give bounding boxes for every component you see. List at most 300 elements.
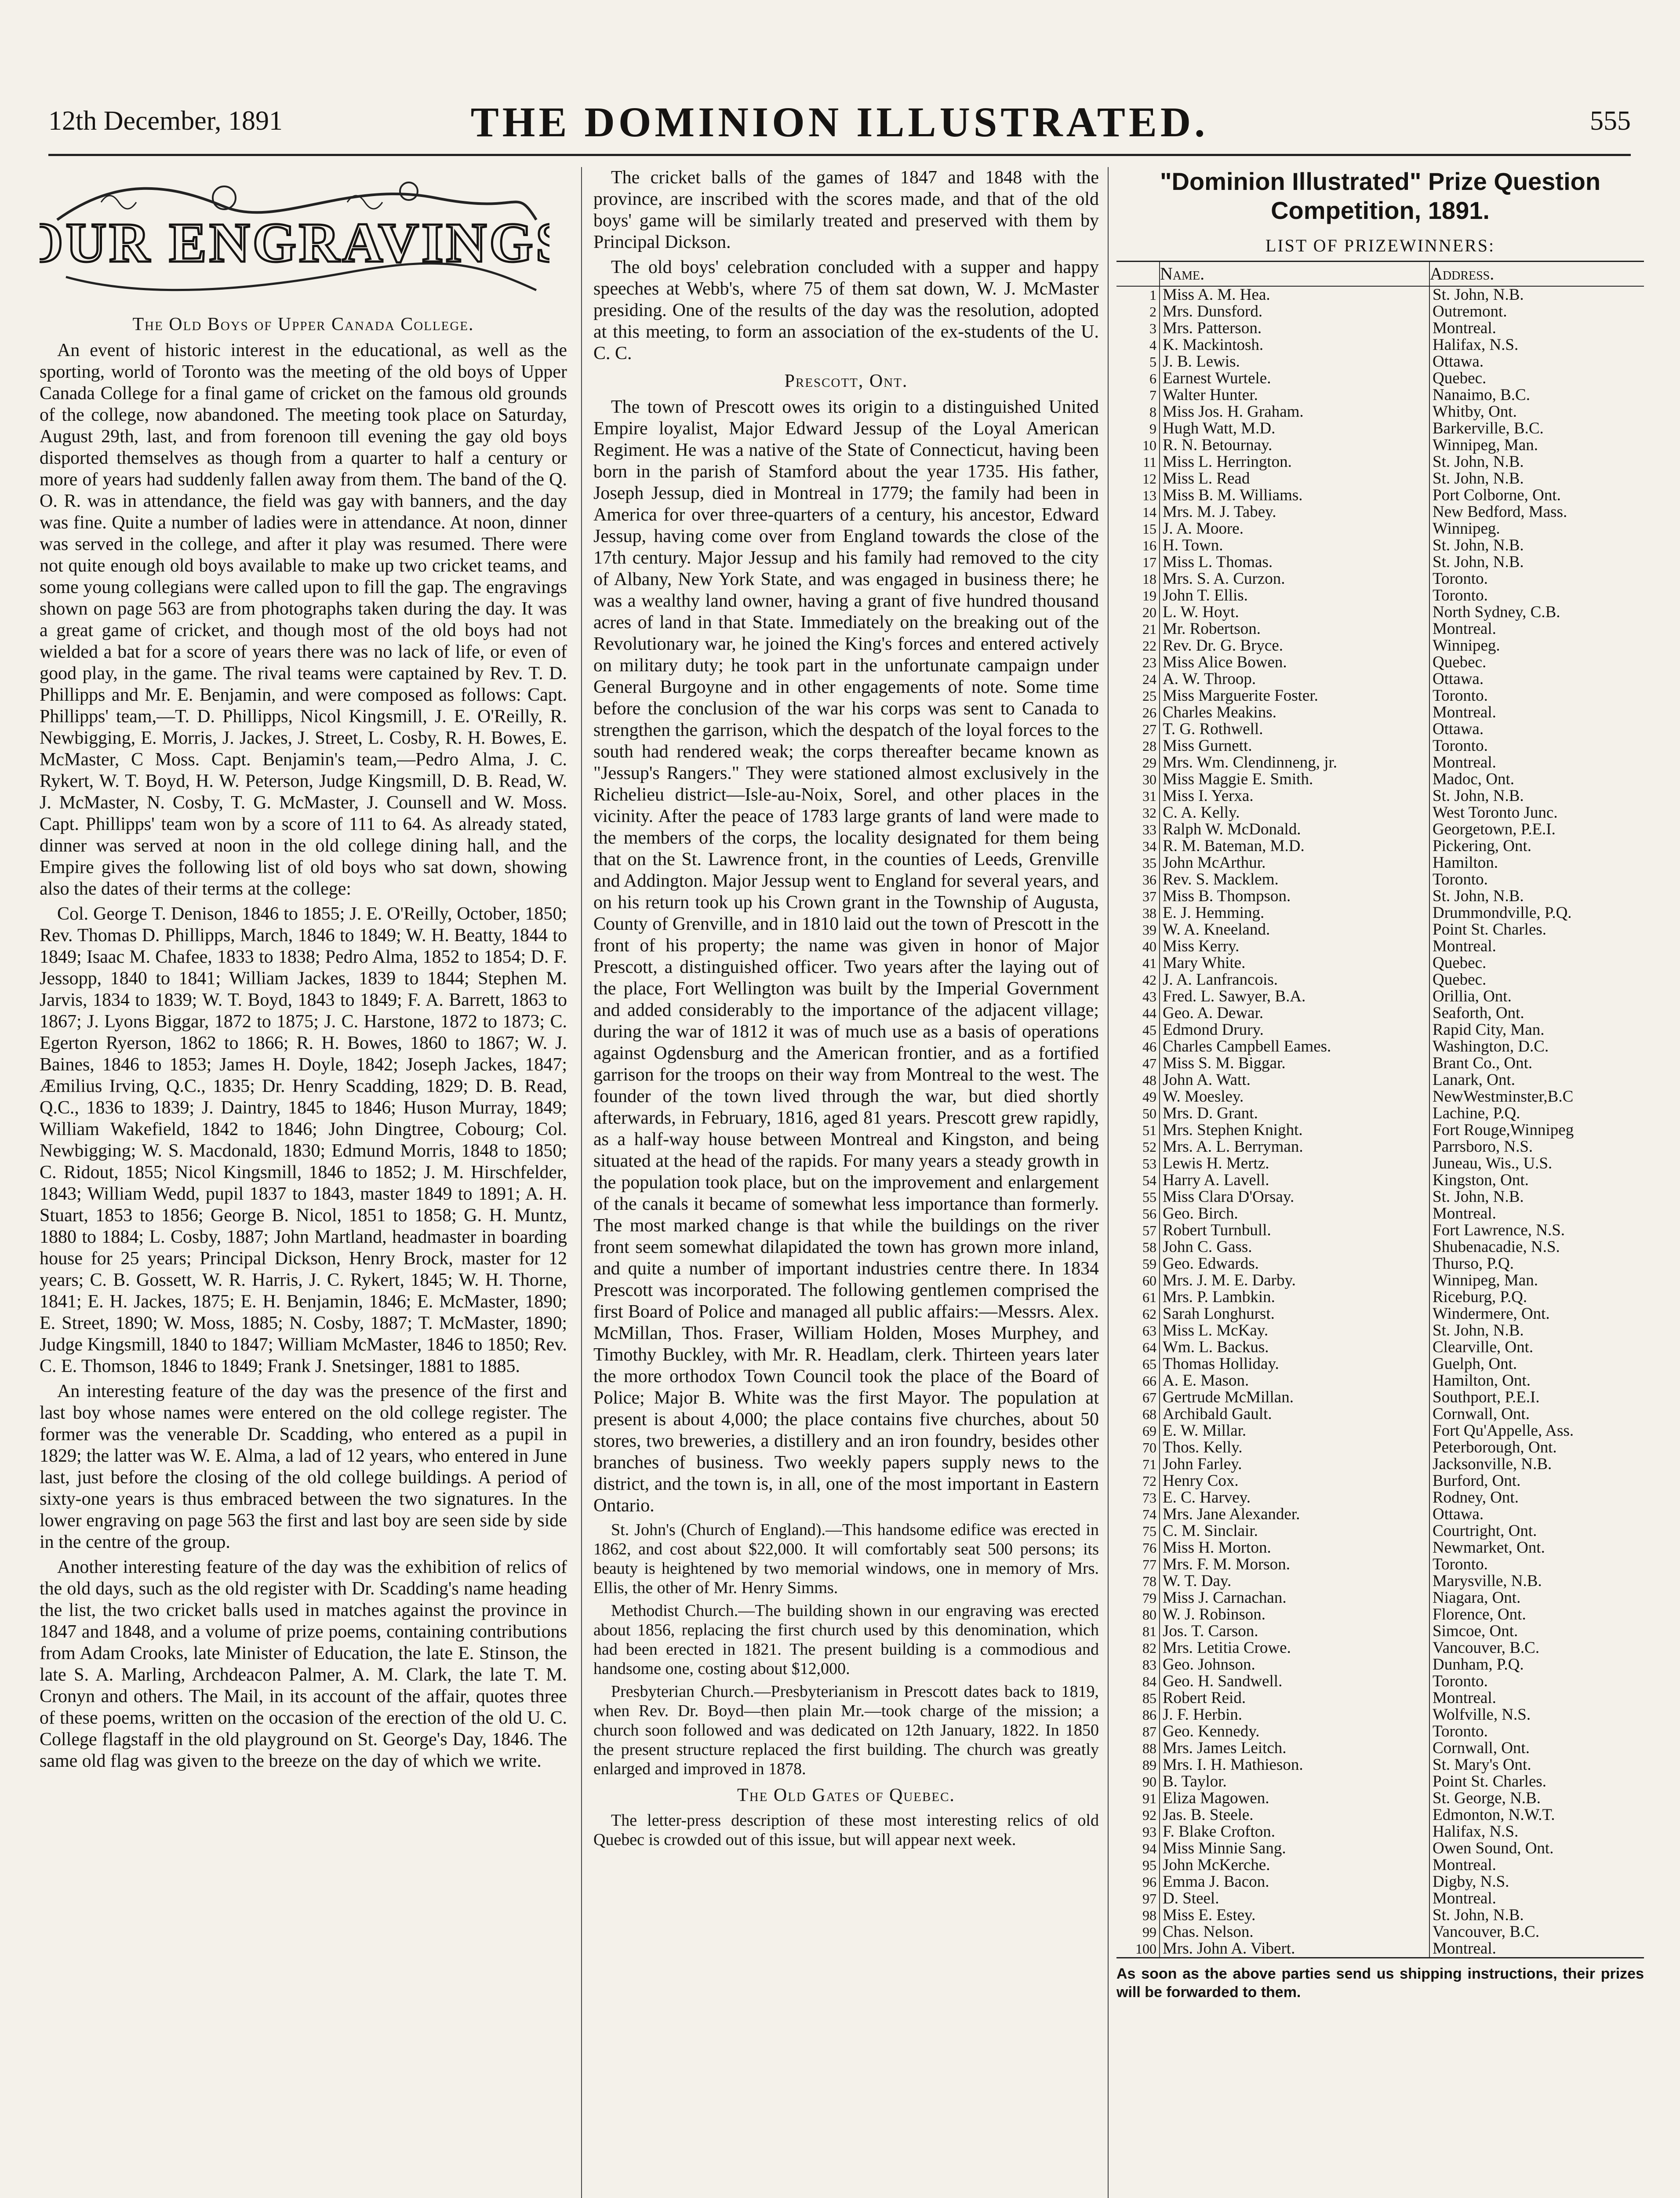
rank-cell: 56 — [1116, 1205, 1160, 1222]
rank-cell: 39 — [1116, 921, 1160, 938]
rank-cell: 19 — [1116, 587, 1160, 604]
table-row — [1116, 537, 1644, 554]
table-row — [1116, 1623, 1644, 1640]
address-cell: Montreal. — [1429, 1940, 1644, 1958]
address-cell: Hamilton, Ont. — [1433, 1372, 1531, 1390]
name-cell: Gertrude McMillan. — [1160, 1389, 1429, 1406]
rank-cell: 96 — [1116, 1874, 1160, 1890]
rank-cell: 73 — [1116, 1489, 1160, 1506]
name-cell: Archibald Gault. — [1160, 1406, 1429, 1423]
address-cell: Niagara, Ont. — [1433, 1589, 1521, 1607]
address-cell: Winnipeg. — [1433, 637, 1500, 655]
address-cell: St. John, N.B. — [1433, 1906, 1524, 1924]
rank-cell: 63 — [1116, 1322, 1160, 1339]
rank-cell: 50 — [1116, 1105, 1160, 1122]
rank-cell: 77 — [1116, 1556, 1160, 1573]
rank-cell: 53 — [1116, 1155, 1160, 1172]
table-row — [1116, 1155, 1644, 1172]
table-row — [1116, 921, 1644, 938]
name-cell: Geo. A. Dewar. — [1160, 1005, 1429, 1022]
rank-cell: 18 — [1116, 571, 1160, 587]
address-cell: Outremont. — [1433, 302, 1507, 320]
address-cell: Fort Qu'Appelle, Ass. — [1433, 1422, 1574, 1440]
address-cell: Point St. Charles. — [1433, 921, 1547, 939]
address-cell: St. Mary's Ont. — [1433, 1756, 1531, 1774]
table-row — [1116, 504, 1644, 520]
name-cell: T. G. Rothwell. — [1160, 721, 1429, 738]
rank-cell: 75 — [1116, 1523, 1160, 1539]
table-row — [1116, 788, 1644, 804]
name-cell: John McArthur. — [1160, 855, 1429, 871]
address-cell: Barkerville, B.C. — [1433, 419, 1544, 437]
rank-cell: 98 — [1116, 1907, 1160, 1924]
address-cell: Montreal. — [1433, 319, 1496, 337]
address-cell: Halifax, N.S. — [1433, 336, 1519, 354]
table-row — [1116, 671, 1644, 688]
rank-cell: 16 — [1116, 537, 1160, 554]
address-cell: Point St. Charles. — [1433, 1772, 1547, 1790]
rank-cell: 36 — [1116, 871, 1160, 888]
address-cell: Winnipeg, Man. — [1433, 436, 1538, 454]
table-row — [1116, 520, 1644, 537]
rank-cell: 1 — [1116, 286, 1160, 303]
name-cell: W. Moesley. — [1160, 1088, 1429, 1105]
address-cell: Ottawa. — [1433, 720, 1484, 738]
paragraph: An event of historic interest in the educational, as well as the sporting, world of Toronto was the meeting of the old boys of Upper Canada College for a final game of cricket on the famous old grounds of the college, now abandoned. The meeting took place on Saturday, August 29th, last, and from forenoon till evening the gay old boys disported themselves as though from a quarter to half a century or more of years had suddenly fallen away from them. The band of the Q. O. R. was in attendance, the field was gay with banners, and the day was fine. Quite a number of ladies were in attendance. At noon, dinner was served in the college, and after it play was resumed. There were not quite enough old boys available to make up two cricket teams, and some young collegians were called upon to fill the gap. The engravings shown on page 563 are from photographs taken during the day. It was a great game of cricket, and though most of the old boys had not wielded a bat for a score of years there was no lack of life, or even of good play, in the game. The rival teams were captained by Rev. T. D. Phillipps and Mr. E. Benjamin, and were composed as follows: Capt. Phillipps' team,—T. D. Phillipps, Nicol Kingsmill, J. E. O'Reilly, R. Newbigging, E. Morris, J. Jackes, J. Street, L. Cosby, R. H. Bowes, E. McMaster, C Moss. Capt. Benjamin's team,—Pedro Alma, J. C. Rykert, W. T. Boyd, H. W. Peterson, Judge Kingsmill, D. B. Read, W. J. McMaster, N. Cosby, T. G. McMaster, J. Counsell and W. Moss. Capt. Phillipps' team won by a score of 111 to 64. As already stated, dinner was served at noon in the old college dining hall, and the Empire gives the following list of old boys who sat down, showing also the dates of their terms at the college: — [40, 340, 567, 899]
rank-cell: 87 — [1116, 1723, 1160, 1740]
column-prescott — [593, 167, 1099, 1853]
name-cell: Mary White. — [1160, 955, 1429, 972]
name-cell: Mrs. Dunsford. — [1160, 303, 1429, 320]
rank-cell: 60 — [1116, 1272, 1160, 1289]
address-cell: Montreal. — [1433, 1205, 1496, 1223]
address-cell: Winnipeg. — [1433, 520, 1500, 538]
table-row — [1116, 1606, 1644, 1623]
name-cell: Miss Marguerite Foster. — [1160, 688, 1429, 704]
address-cell: Windermere, Ont. — [1433, 1305, 1550, 1323]
name-cell: Henry Cox. — [1160, 1473, 1429, 1489]
table-row — [1116, 1790, 1644, 1807]
table-row — [1116, 1489, 1644, 1506]
name-cell: Eliza Magowen. — [1160, 1790, 1429, 1807]
rank-cell: 52 — [1116, 1139, 1160, 1155]
address-cell: Whitby, Ont. — [1433, 403, 1517, 421]
rank-cell: 28 — [1116, 738, 1160, 754]
table-row — [1116, 1840, 1644, 1857]
rank-cell: 81 — [1116, 1623, 1160, 1640]
table-row — [1116, 1656, 1644, 1673]
name-cell: Mrs. A. L. Berryman. — [1160, 1139, 1429, 1155]
name-cell: Miss Maggie E. Smith. — [1160, 771, 1429, 788]
name-cell: J. F. Herbin. — [1160, 1707, 1429, 1723]
address-cell: Seaforth, Ont. — [1433, 1004, 1524, 1022]
rank-cell: 37 — [1116, 888, 1160, 905]
rank-cell: 7 — [1116, 387, 1160, 404]
table-row — [1116, 704, 1644, 721]
prizewinners-table — [1116, 261, 1644, 1958]
address-cell: Georgetown, P.E.I. — [1433, 820, 1556, 838]
table-row — [1116, 1556, 1644, 1573]
column-prizewinners — [1116, 167, 1644, 2001]
name-cell: Miss B. Thompson. — [1160, 888, 1429, 905]
table-row — [1116, 1640, 1644, 1656]
address-cell: Quebec. — [1433, 369, 1487, 387]
name-cell: Miss E. Estey. — [1160, 1907, 1429, 1924]
name-cell: Charles Meakins. — [1160, 704, 1429, 721]
name-cell: Thos. Kelly. — [1160, 1439, 1429, 1456]
address-cell: Vancouver, B.C. — [1433, 1639, 1540, 1657]
table-row — [1116, 1874, 1644, 1890]
table-row — [1116, 637, 1644, 654]
rank-cell: 91 — [1116, 1790, 1160, 1807]
table-row — [1116, 286, 1644, 303]
rank-cell: 6 — [1116, 370, 1160, 387]
address-cell: Marysville, N.B. — [1433, 1572, 1542, 1590]
table-row — [1116, 955, 1644, 972]
rank-cell: 46 — [1116, 1038, 1160, 1055]
name-cell: Rev. S. Macklem. — [1160, 871, 1429, 888]
rank-cell: 24 — [1116, 671, 1160, 688]
name-cell: Miss Clara D'Orsay. — [1160, 1189, 1429, 1205]
shipping-note: As soon as the above parties send us shipping instructions, their prizes will be forwarded to them. — [1116, 1965, 1644, 2001]
rank-cell: 42 — [1116, 972, 1160, 988]
table-row — [1116, 303, 1644, 320]
address-cell: Wolfville, N.S. — [1433, 1706, 1531, 1724]
table-row — [1116, 754, 1644, 771]
rank-cell: 4 — [1116, 337, 1160, 353]
address-cell: St. John, N.B. — [1433, 887, 1524, 905]
table-row — [1116, 1940, 1644, 1958]
address-cell: Clearville, Ont. — [1433, 1338, 1534, 1356]
address-cell: Fort Rouge,Winnipeg — [1433, 1121, 1574, 1139]
table-row — [1116, 587, 1644, 604]
name-cell: Mrs. James Leitch. — [1160, 1740, 1429, 1757]
rank-cell: 35 — [1116, 855, 1160, 871]
address-cell: Simcoe, Ont. — [1433, 1622, 1518, 1640]
address-cell: St. John, N.B. — [1433, 286, 1524, 304]
address-cell: Rapid City, Man. — [1433, 1021, 1545, 1039]
address-cell: Owen Sound, Ont. — [1433, 1839, 1554, 1857]
rank-cell: 72 — [1116, 1473, 1160, 1489]
name-cell: R. N. Betournay. — [1160, 437, 1429, 454]
name-cell: F. Blake Crofton. — [1160, 1823, 1429, 1840]
rank-cell: 71 — [1116, 1456, 1160, 1473]
address-cell: Montreal. — [1433, 937, 1496, 955]
address-cell: Jacksonville, N.B. — [1433, 1455, 1552, 1473]
address-cell: Toronto. — [1433, 870, 1488, 888]
address-cell: Montreal. — [1433, 1689, 1496, 1707]
rank-cell: 76 — [1116, 1539, 1160, 1556]
prizewinners-rows — [1116, 286, 1644, 1958]
rank-cell: 58 — [1116, 1239, 1160, 1255]
address-cell: Newmarket, Ont. — [1433, 1539, 1545, 1557]
table-row — [1116, 487, 1644, 504]
rank-cell: 48 — [1116, 1072, 1160, 1088]
name-cell: Jos. T. Carson. — [1160, 1623, 1429, 1640]
rank-cell: 86 — [1116, 1707, 1160, 1723]
rank-cell: 90 — [1116, 1773, 1160, 1790]
name-cell: Rev. Dr. G. Bryce. — [1160, 637, 1429, 654]
table-row — [1116, 370, 1644, 387]
rank-cell: 20 — [1116, 604, 1160, 621]
rank-cell: 67 — [1116, 1389, 1160, 1406]
rank-cell: 17 — [1116, 554, 1160, 571]
rank-cell: 55 — [1116, 1189, 1160, 1205]
name-cell: Chas. Nelson. — [1160, 1924, 1429, 1940]
name-cell: John McKerche. — [1160, 1857, 1429, 1874]
table-row — [1116, 1088, 1644, 1105]
paragraph: Col. George T. Denison, 1846 to 1855; J. E. O'Reilly, October, 1850; Rev. Thomas D. Phillipps, March, 1846 to 1849; W. H. Beatty, 1844 to 1849; Isaac M. Chafee, 1833 to 1838; Pedro Alma, 1852 to 1854; D. F. Jessopp, 1840 to 1841; William Jackes, 1839 to 1844; Stephen M. Jarvis, 1834 to 1839; W. T. Boyd, 1843 to 1849; F. A. Barrett, 1863 to 1867; J. Lyons Biggar, 1872 to 1875; J. C. Harstone, 1872 to 1873; C. Egerton Ryerson, 1862 to 1866; R. H. Bowes, 1860 to 1867; W. J. Baines, 1846 to 1853; James H. Doyle, 1842; Joseph Jackes, 1847; Æmilius Irving, Q.C., 1835; Dr. Henry Scadding, 1829; D. B. Read, Q.C., 1836 to 1839; J. Daintry, 1845 to 1846; Huson Murray, 1849; William Wakefield, 1842 to 1846; John Dingtree, Cobourg; Col. Newbigging; W. S. Macdonald, 1830; Edmund Morris, 1848 to 1850; C. Ridout, 1855; Nicol Kingsmill, 1846 to 1852; J. M. Hirschfelder, 1843; William Wedd, pupil 1837 to 1843, master 1849 to 1891; A. H. Stuart, 1853 to 1856; George B. Nicol, 1851 to 1858; G. H. Muntz, 1880 to 1884; L. Cosby, 1887; John Martland, headmaster in boarding house for 25 years; Principal Dickson, Henry Brock, master for 12 years; C. B. Gossett, W. R. Harris, J. C. Rykert, 1845; W. H. Thorne, 1841; E. H. Jackes, 1875; E. H. Benjamin, 1846; E. McMaster, 1890; E. Street, 1890; W. Moss, 1885; N. Cosby, 1887; T. McMaster, 1890; Judge Kingsmill, 1840 to 1847; William McMaster, 1846 to 1850; Rev. C. E. Thomson, 1846 to 1849; Frank J. Snetsinger, 1881 to 1885. — [40, 904, 567, 1376]
table-header-name: Name. — [1160, 262, 1429, 287]
address-cell: Washington, D.C. — [1433, 1037, 1549, 1055]
rank-cell: 59 — [1116, 1255, 1160, 1272]
list-subtitle: LIST OF PRIZEWINNERS: — [1265, 236, 1495, 255]
table-row — [1116, 437, 1644, 454]
address-cell: Rodney, Ont. — [1433, 1488, 1519, 1507]
rank-cell: 40 — [1116, 938, 1160, 955]
name-cell: Miss L. McKay. — [1160, 1322, 1429, 1339]
address-cell: Toronto. — [1433, 586, 1488, 604]
name-cell: Miss Kerry. — [1160, 938, 1429, 955]
rank-cell: 88 — [1116, 1740, 1160, 1757]
section-heading: The Old Gates of Quebec. — [737, 1785, 955, 1805]
name-cell: John Farley. — [1160, 1456, 1429, 1473]
name-cell: Mrs. J. M. E. Darby. — [1160, 1272, 1429, 1289]
address-cell: Ottawa. — [1433, 1505, 1484, 1523]
table-row — [1116, 1757, 1644, 1773]
rank-cell: 15 — [1116, 520, 1160, 537]
paragraph: The cricket balls of the games of 1847 and 1848 with the province, are inscribed with the scores made, and that of the old boys' game will be similarly treated and preserved with them by Principal Dickson. — [593, 167, 1099, 252]
page-number: 555 — [1590, 106, 1631, 136]
name-cell: Miss H. Morton. — [1160, 1539, 1429, 1556]
address-cell: Shubenacadie, N.S. — [1433, 1238, 1560, 1256]
rank-cell: 12 — [1116, 470, 1160, 487]
name-cell: Mrs. P. Lambkin. — [1160, 1289, 1429, 1306]
table-row — [1116, 1406, 1644, 1423]
rank-cell: 100 — [1116, 1940, 1160, 1958]
table-row — [1116, 1139, 1644, 1155]
rank-cell: 9 — [1116, 420, 1160, 437]
table-row — [1116, 1105, 1644, 1122]
address-cell: Toronto. — [1433, 1672, 1488, 1690]
address-cell: NewWestminster,B.C — [1433, 1088, 1574, 1106]
column-divider — [1108, 167, 1109, 2198]
address-cell: St. John, N.B. — [1433, 453, 1524, 471]
address-cell: Brant Co., Ont. — [1433, 1054, 1533, 1072]
rank-cell: 27 — [1116, 721, 1160, 738]
address-cell: Thurso, P.Q. — [1433, 1255, 1514, 1273]
rank-cell: 33 — [1116, 821, 1160, 838]
address-cell: Pickering, Ont. — [1433, 837, 1532, 855]
name-cell: E. W. Millar. — [1160, 1423, 1429, 1439]
rank-cell: 89 — [1116, 1757, 1160, 1773]
competition-title: "Dominion Illustrated" Prize Question Competition, 1891. — [1160, 167, 1601, 224]
table-row — [1116, 1707, 1644, 1723]
table-row — [1116, 1924, 1644, 1940]
address-cell: Montreal. — [1433, 1889, 1496, 1907]
address-cell: Ottawa. — [1433, 670, 1484, 688]
rank-cell: 84 — [1116, 1673, 1160, 1690]
paragraph: The town of Prescott owes its origin to a distinguished United Empire loyalist, Major Edward Jessup of the Loyal American Regiment. He was a native of the State of Connecticut, having been born in the parish of Stamford about the year 1735. His father, Joseph Jessup, died in Montreal in 1779; the family had been in America for over three-quarters of a century, his ancestor, Edward Jessup, having come over from England towards the close of the 17th century. Major Jessup and his family had removed to the city of Albany, New York State, and was engaged in business there; he was a wealthy land owner, having a grant of five hundred thousand acres of land in that State. Immediately on the breaking out of the Revolutionary war, he joined the King's forces and entered actively on military duty; he took part in the unfortunate campaign under General Burgoyne and in other engagements of note. Some time before the conclusion of the war his corps was sent to Canada to strengthen the garrison, which the despatch of the loyal forces to the south had rendered weak; the corps thereafter became known as "Jessup's Rangers." They were stationed almost exclusively in the Richelieu district—Isle-au-Noix, Sorel, and other places in the vicinity. After the peace of 1783 large grants of land were made to the members of the corps, the locality designated for them being that on the St. Lawrence front, in the counties of Leeds, Grenville and Addington. Major Jessup went to England for several years, and on his return took up his Crown grant in the Township of Augusta, County of Grenville, and in 1810 laid out the town of Prescott in the front of his property; the name was given in honor of Major Prescott, a distinguished officer. Two years after the laying out of the place, Fort Wellington was built by the Imperial Government and added considerably to the importance of the adjacent village; during the war of 1812 it was of much use as a basis of operations against Ogdensburg and the American frontier, and as a fortified garrison for the troops on their way from Montreal to the west. The founder of the town lived through the war, but died shortly afterwards, in February, 1816, aged 81 years. Prescott grew rapidly, as a half-way house between Montreal and Kingston, and being situated at the head of the rapids. For many years a steady growth in the population took place, but on the improvement and enlargement of the canals it became of somewhat less importance than formerly. The most marked change is that while the buildings on the river front seem somewhat dilapidated the town has grown more inland, and quite a number of important industries centre there. In 1834 Prescott was incorporated. The following gentlemen comprised the first Board of Police and managed all public affairs:—Messrs. Alex. McMillan, Thos. Fraser, William Holden, Moses Murphey, and Timothy Buckley, with Mr. R. Headlam, clerk. Thirteen years later the more orthodox Town Council took the place of the Board of Police; Major B. White was the first Mayor. The population at present is about 4,000; the place contains five churches, about 50 stores, two breweries, a distillery and an iron foundry, besides other branches of business. Two weekly papers supply news to the district, and the town is, in all, one of the most important in Eastern Ontario. — [593, 397, 1099, 1516]
paragraph: The letter-press description of these most interesting relics of old Quebec is crowded out of this issue, but will appear next week. — [593, 1811, 1099, 1849]
table-row — [1116, 1539, 1644, 1556]
name-cell: J. A. Moore. — [1160, 520, 1429, 537]
address-cell: Toronto. — [1433, 687, 1488, 705]
rank-cell: 92 — [1116, 1807, 1160, 1823]
name-cell: Miss B. M. Williams. — [1160, 487, 1429, 504]
rank-cell: 41 — [1116, 955, 1160, 972]
address-cell: Quebec. — [1433, 954, 1487, 972]
name-cell: Edmond Drury. — [1160, 1022, 1429, 1038]
rank-cell: 93 — [1116, 1823, 1160, 1840]
rank-cell: 61 — [1116, 1289, 1160, 1306]
name-cell: A. E. Mason. — [1160, 1372, 1429, 1389]
name-cell: Miss L. Thomas. — [1160, 554, 1429, 571]
name-cell: Ralph W. McDonald. — [1160, 821, 1429, 838]
name-cell: Geo. H. Sandwell. — [1160, 1673, 1429, 1690]
address-cell: Florence, Ont. — [1433, 1605, 1526, 1623]
rank-cell: 49 — [1116, 1088, 1160, 1105]
name-cell: Geo. Kennedy. — [1160, 1723, 1429, 1740]
table-row — [1116, 1690, 1644, 1707]
name-cell: Miss L. Read — [1160, 470, 1429, 487]
address-cell: St. John, N.B. — [1433, 536, 1524, 554]
column-divider — [581, 167, 582, 2198]
name-cell: W. A. Kneeland. — [1160, 921, 1429, 938]
table-row — [1116, 721, 1644, 738]
table-row — [1116, 938, 1644, 955]
name-cell: Robert Turnbull. — [1160, 1222, 1429, 1239]
table-row — [1116, 604, 1644, 621]
paragraph: The old boys' celebration concluded with a supper and happy speeches at Webb's, where 75 of them sat down, W. J. McMaster presiding. One of the results of the day was the resolution, adopted at this meeting, to form an association of the ex-students of the U. C. C. — [593, 257, 1099, 364]
address-cell: Toronto. — [1433, 1555, 1488, 1573]
paragraph: Methodist Church.—The building shown in our engraving was erected about 1856, replacing the first church used by this denomination, which had been erected in 1821. The present building is a commodious and handsome one, costing about $12,000. — [593, 1601, 1099, 1678]
address-cell: St. John, N.B. — [1433, 787, 1524, 805]
address-cell: Nanaimo, B.C. — [1433, 386, 1530, 404]
rank-cell: 47 — [1116, 1055, 1160, 1072]
name-cell: Mrs. I. H. Mathieson. — [1160, 1757, 1429, 1773]
paragraph: Another interesting feature of the day was the exhibition of relics of the old days, such as the old register with Dr. Scadding's name heading the list, the two cricket balls used in matches against the province in 1847 and 1848, and a volume of prize poems, containing contributions from Adam Crooks, late Minister of Education, the late E. Stinson, the late S. A. Marling, Archdeacon Palmer, A. M. Clark, the late T. M. Cronyn and others. The Mail, in its account of the affair, quotes three of these poems, written on the occasion of the erection of the old U. C. College flagstaff in the old playground on St. George's Day, 1846. The same old flag was given to the breeze on the day of which we write. — [40, 1557, 567, 1771]
rank-cell: 38 — [1116, 905, 1160, 921]
table-row — [1116, 821, 1644, 838]
table-row — [1116, 1523, 1644, 1539]
rank-cell: 22 — [1116, 637, 1160, 654]
address-cell: West Toronto Junc. — [1433, 804, 1558, 822]
address-cell: Orillia, Ont. — [1433, 987, 1512, 1005]
name-cell: E. C. Harvey. — [1160, 1489, 1429, 1506]
address-cell: Toronto. — [1433, 1722, 1488, 1740]
table-row — [1116, 337, 1644, 353]
rank-cell: 83 — [1116, 1656, 1160, 1673]
name-cell: Mrs. M. J. Tabey. — [1160, 504, 1429, 520]
table-row — [1116, 1590, 1644, 1606]
table-row — [1116, 1773, 1644, 1790]
page-header — [48, 92, 1631, 149]
name-cell: Miss L. Herrington. — [1160, 454, 1429, 470]
rank-cell: 2 — [1116, 303, 1160, 320]
table-row — [1116, 1339, 1644, 1356]
address-cell: Madoc, Ont. — [1433, 770, 1514, 788]
rank-cell: 26 — [1116, 704, 1160, 721]
table-row — [1116, 470, 1644, 487]
table-row — [1116, 1907, 1644, 1924]
name-cell: Miss Alice Bowen. — [1160, 654, 1429, 671]
table-row — [1116, 404, 1644, 420]
table-row — [1116, 1740, 1644, 1757]
table-row — [1116, 738, 1644, 754]
name-cell: J. A. Lanfrancois. — [1160, 972, 1429, 988]
address-cell: Drummondville, P.Q. — [1433, 904, 1572, 922]
table-row — [1116, 1306, 1644, 1322]
name-cell: John T. Ellis. — [1160, 587, 1429, 604]
rank-cell: 23 — [1116, 654, 1160, 671]
table-row — [1116, 454, 1644, 470]
table-row — [1116, 554, 1644, 571]
table-row — [1116, 1255, 1644, 1272]
address-cell: Winnipeg, Man. — [1433, 1271, 1538, 1289]
address-cell: Kingston, Ont. — [1433, 1171, 1529, 1189]
address-cell: New Bedford, Mass. — [1433, 503, 1567, 521]
rank-cell: 31 — [1116, 788, 1160, 804]
table-row — [1116, 353, 1644, 370]
address-cell: Riceburg, P.Q. — [1433, 1288, 1527, 1306]
name-cell: J. B. Lewis. — [1160, 353, 1429, 370]
name-cell: Thomas Holliday. — [1160, 1356, 1429, 1372]
rank-cell: 57 — [1116, 1222, 1160, 1239]
name-cell: Harry A. Lavell. — [1160, 1172, 1429, 1189]
table-row — [1116, 1423, 1644, 1439]
address-cell: Edmonton, N.W.T. — [1433, 1806, 1555, 1824]
address-cell: St. John, N.B. — [1433, 1321, 1524, 1339]
rank-cell: 54 — [1116, 1172, 1160, 1189]
rank-cell: 10 — [1116, 437, 1160, 454]
rank-cell: 25 — [1116, 688, 1160, 704]
issue-date: 12th December, 1891 — [48, 106, 283, 136]
name-cell: Mrs. S. A. Curzon. — [1160, 571, 1429, 587]
name-cell: Fred. L. Sawyer, B.A. — [1160, 988, 1429, 1005]
name-cell: Wm. L. Backus. — [1160, 1339, 1429, 1356]
table-row — [1116, 1239, 1644, 1255]
name-cell: D. Steel. — [1160, 1890, 1429, 1907]
address-cell: St. John, N.B. — [1433, 553, 1524, 571]
table-row — [1116, 1456, 1644, 1473]
name-cell: Charles Campbell Eames. — [1160, 1038, 1429, 1055]
rank-cell: 97 — [1116, 1890, 1160, 1907]
rank-cell: 68 — [1116, 1406, 1160, 1423]
header-rule — [48, 154, 1631, 156]
name-cell: Miss J. Carnachan. — [1160, 1590, 1429, 1606]
address-cell: Fort Lawrence, N.S. — [1433, 1221, 1565, 1239]
name-cell: John A. Watt. — [1160, 1072, 1429, 1088]
table-row — [1116, 387, 1644, 404]
address-cell: Southport, P.E.I. — [1433, 1388, 1540, 1406]
name-cell: Mrs. D. Grant. — [1160, 1105, 1429, 1122]
table-row — [1116, 1372, 1644, 1389]
name-cell: Miss A. M. Hea. — [1160, 286, 1429, 303]
rank-cell: 45 — [1116, 1022, 1160, 1038]
table-row — [1116, 654, 1644, 671]
name-cell: R. M. Bateman, M.D. — [1160, 838, 1429, 855]
rank-cell: 11 — [1116, 454, 1160, 470]
rank-cell: 30 — [1116, 771, 1160, 788]
name-cell: Mrs. F. M. Morson. — [1160, 1556, 1429, 1573]
name-cell: Mrs. Patterson. — [1160, 320, 1429, 337]
name-cell: Mr. Robertson. — [1160, 621, 1429, 637]
rank-cell: 8 — [1116, 404, 1160, 420]
name-cell: E. J. Hemming. — [1160, 905, 1429, 921]
rank-cell: 69 — [1116, 1423, 1160, 1439]
name-cell: Sarah Longhurst. — [1160, 1306, 1429, 1322]
